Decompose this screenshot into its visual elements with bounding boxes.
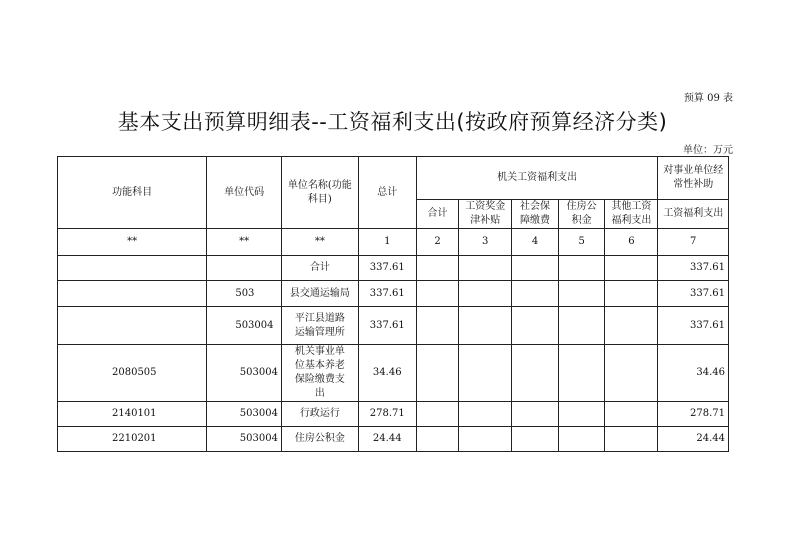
cell-subtotal (416, 402, 459, 427)
cell-code: 503004 (207, 427, 282, 452)
index-cell: ** (207, 229, 282, 256)
table-row (58, 281, 729, 307)
cell-welfare-out: 278.71 (658, 402, 729, 427)
cell-social-security (512, 307, 559, 345)
cell-other-welfare (605, 256, 658, 281)
header-wage-bonus: 工资奖金津补贴 (459, 200, 512, 229)
cell-other-welfare (605, 281, 658, 307)
index-row (58, 229, 729, 256)
cell-name: 行政运行 (281, 402, 358, 427)
cell-code: 503004 (207, 345, 282, 402)
cell-housing-fund (558, 427, 605, 452)
cell-total: 337.61 (358, 281, 416, 307)
cell-welfare-out: 34.46 (658, 345, 729, 402)
cell-subtotal (416, 427, 459, 452)
cell-welfare-out: 24.44 (658, 427, 729, 452)
index-cell: ** (58, 229, 207, 256)
cell-social-security (512, 427, 559, 452)
cell-name: 机关事业单位基本养老保险缴费支出 (281, 345, 358, 402)
table-row (58, 427, 729, 452)
index-cell: 3 (459, 229, 512, 256)
page-title: 基本支出预算明细表--工资福利支出(按政府预算经济分类) (117, 110, 668, 134)
form-number: 预算 09 表 (683, 93, 733, 104)
header-housing-fund: 住房公积金 (558, 200, 605, 229)
header-subtotal: 合计 (416, 200, 459, 229)
header-group-subsidy: 对事业单位经常性补助 (658, 157, 729, 200)
cell-func: 2140101 (58, 402, 207, 427)
cell-social-security (512, 345, 559, 402)
cell-social-security (512, 281, 559, 307)
cell-subtotal (416, 256, 459, 281)
table-header-row (58, 157, 729, 200)
cell-code: 503004 (207, 402, 282, 427)
cell-wage-bonus (459, 307, 512, 345)
cell-code: 503 (207, 281, 282, 307)
cell-total: 337.61 (358, 256, 416, 281)
cell-code: 503004 (207, 307, 282, 345)
cell-wage-bonus (459, 281, 512, 307)
cell-subtotal (416, 345, 459, 402)
cell-total: 337.61 (358, 307, 416, 345)
cell-welfare-out: 337.61 (658, 307, 729, 345)
header-welfare-out: 工资福利支出 (658, 200, 729, 229)
cell-housing-fund (558, 307, 605, 345)
cell-total: 278.71 (358, 402, 416, 427)
cell-total: 34.46 (358, 345, 416, 402)
cell-social-security (512, 256, 559, 281)
cell-wage-bonus (459, 256, 512, 281)
cell-wage-bonus (459, 402, 512, 427)
header-group-salary: 机关工资福利支出 (416, 157, 658, 200)
cell-subtotal (416, 281, 459, 307)
cell-func: 2210201 (58, 427, 207, 452)
header-unit-code: 单位代码 (207, 157, 282, 229)
index-cell: 2 (416, 229, 459, 256)
table-row (58, 402, 729, 427)
cell-total: 24.44 (358, 427, 416, 452)
cell-other-welfare (605, 427, 658, 452)
table-row (58, 256, 729, 281)
cell-housing-fund (558, 281, 605, 307)
header-unit-name: 单位名称(功能科目) (281, 157, 358, 229)
cell-code (207, 256, 282, 281)
index-cell: 4 (512, 229, 559, 256)
cell-housing-fund (558, 345, 605, 402)
cell-housing-fund (558, 402, 605, 427)
budget-table (57, 156, 729, 452)
cell-other-welfare (605, 345, 658, 402)
cell-welfare-out: 337.61 (658, 256, 729, 281)
cell-wage-bonus (459, 427, 512, 452)
index-cell: 6 (605, 229, 658, 256)
table-row (58, 307, 729, 345)
cell-name: 县交通运输局 (281, 281, 358, 307)
cell-name: 平江县道路运输管理所 (281, 307, 358, 345)
cell-func (58, 307, 207, 345)
header-total: 总计 (358, 157, 416, 229)
cell-other-welfare (605, 307, 658, 345)
index-cell: 7 (658, 229, 729, 256)
index-cell: 5 (558, 229, 605, 256)
header-social-security: 社会保障缴费 (512, 200, 559, 229)
cell-housing-fund (558, 256, 605, 281)
index-cell: 1 (358, 229, 416, 256)
cell-wage-bonus (459, 345, 512, 402)
index-cell: ** (281, 229, 358, 256)
table-row (58, 345, 729, 402)
header-other-welfare: 其他工资福利支出 (605, 200, 658, 229)
unit-label: 单位：万元 (683, 145, 733, 156)
cell-subtotal (416, 307, 459, 345)
cell-func (58, 256, 207, 281)
cell-func: 2080505 (58, 345, 207, 402)
cell-other-welfare (605, 402, 658, 427)
header-func-subject: 功能科目 (58, 157, 207, 229)
cell-func (58, 281, 207, 307)
cell-welfare-out: 337.61 (658, 281, 729, 307)
cell-social-security (512, 402, 559, 427)
cell-name: 住房公积金 (281, 427, 358, 452)
cell-name: 合计 (281, 256, 358, 281)
